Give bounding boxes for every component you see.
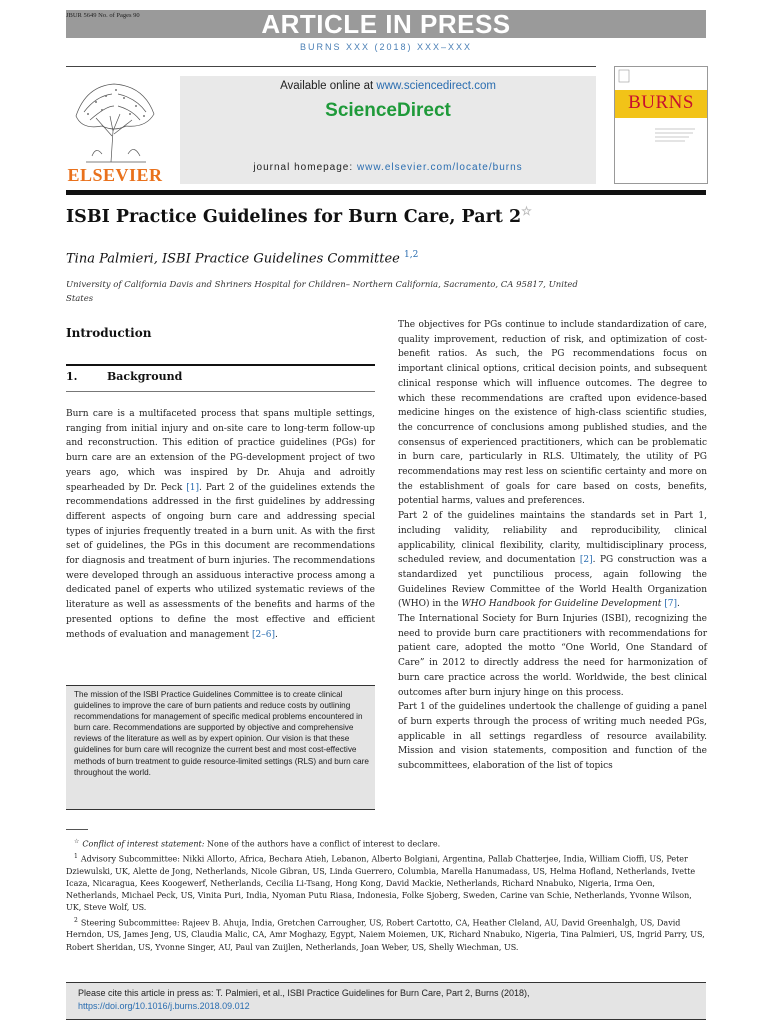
paragraph: The objectives for PGs continue to include standardization of care, quality improvement, reduction of risk, and optimization of cost-benefit ratios. As such, the PG recommendations focus on important clinical options, critical decision points, and subsequent clinical response which will influence outcomes. The degree to which these recommendations are crafted upon evidence-based medicine hinges on the existence of high-class scientific studies, the concurrence of conclusions among published studies, and the consensus of experienced practitioners, which can be problematic in burn care, particularly in RLS. Ultimately, the utility of PG recommendations may rest less on scientific certainty and more on the establishment of goals for care based on costs, benefits, potential harms, values and preferences.: [398, 320, 707, 507]
affiliation: University of California Davis and Shriners Hospital for Children– Northern California, Sacramento, CA 95817, United States: [66, 280, 578, 304]
footnote-coi: [66, 836, 706, 851]
footnote-text: Advisory Subcommittee: Nikki Allorto, Africa, Bechara Atieh, Lebanon, Alberto Bolgiani, Argentina, Pallab Chatterjee, India, William Cioffi, US, Peter Dziewulski, UK, Alette de Jong, Netherlands, Nicole Gibran, US, Linda Guerrero, Columbia, Marella Hanumadass, US, Helma Hofland, Netherlands, Ivette Icaza, Nicaragua, Kees Koogewerf, Netherlands, Cecilia Li-Tsang, Hong Kong, David Mackie, Netherlands, Richard Nnabuko, Nigeria, Irma Oen, Netherlands, Michael Peck, US, Vinita Puri, India, Nyoman Putu Riasa, Indonesia, Folke Sjoberg, Sweden, Carine van Schie, Netherlands, Yvonne Wilson, UK, Steve Wolf, US.: [66, 854, 696, 913]
footnote-advisory: [66, 851, 706, 915]
right-column: [398, 318, 707, 774]
paragraph-text: . PG construction was a standardized yet punctilious process, again following the Guidelines Review Committee of the World Health Organization (WHO) in the: [398, 555, 707, 610]
citation-link[interactable]: [2]: [579, 555, 593, 566]
doi-link[interactable]: https://doi.org/10.1016/j.burns.2018.09.012: [78, 1001, 250, 1011]
article-in-press-label: ARTICLE IN PRESS: [261, 9, 511, 39]
available-online: [180, 80, 596, 92]
manuscript-ref: JBUR 5649 No. of Pages 90: [66, 12, 140, 19]
citation-prefix: Please cite this article in press as: T. Palmieri, et al., ISBI Practice Guidelines for Burn Care, Part 2, Burns (2018),: [78, 988, 530, 998]
paragraph: [398, 509, 707, 612]
journal-cover: [614, 66, 708, 184]
paragraph-text: Burn care is a multifaceted process that spans multiple settings, ranging from initial injury and on-site care to long-term follow-up and reconstruction. This edition of practice guidelines (PGs) for burn care are an extension of the PG-development project of two years ago, which was inspired by Dr. Ahuja and adroitly spearheaded by Dr. Peck: [66, 409, 375, 493]
footnote-mark: 1: [74, 852, 78, 860]
journal-homepage: [180, 162, 596, 173]
paragraph: The International Society for Burn Injuries (ISBI), recognizing the need to provide burn care practitioners with recommendations for patient care, adopted the motto “One World, One Standard of Care” in 2012 to directly address the need for harmonization of burn care practice across the world. Worldwide, the best clinical outcomes after burn injury hinge on this process.: [398, 614, 707, 698]
footnote-rule: [66, 829, 88, 830]
handbook-title: WHO Handbook for Guideline Development: [461, 599, 662, 610]
elsevier-tree-icon: [66, 76, 164, 166]
footnote-mark: ☆: [74, 838, 80, 845]
elsevier-wordmark: ELSEVIER: [67, 165, 163, 185]
article-title-text: ISBI Practice Guidelines for Burn Care, Part 2: [66, 206, 522, 227]
header-divider: [66, 66, 596, 67]
footnote-text: None of the authors have a conflict of interest to declare.: [204, 839, 441, 849]
introduction-heading: Introduction: [66, 326, 152, 340]
author-line: [66, 250, 418, 266]
article-title: [66, 204, 532, 227]
footnote-label: Conflict of interest statement:: [82, 839, 205, 849]
author-affiliation-marks[interactable]: 1,2: [403, 250, 419, 260]
sciencedirect-logo: ScienceDirect: [325, 100, 451, 121]
footnote-mark: 2: [74, 916, 78, 924]
citation-link[interactable]: [2–6]: [252, 629, 275, 640]
section-rule: [66, 364, 375, 366]
background-heading: [66, 370, 182, 383]
paragraph: Part 1 of the guidelines undertook the challenge of guiding a panel of burn experts through the process of writing much needed PGs, applicable in all settings regardless of resource availability. Mission and vision statements, composition and function of the subcommittees, elaboration of the list of topics: [398, 702, 707, 772]
citation-link[interactable]: [7]: [664, 599, 678, 610]
paragraph-text: . Part 2 of the guidelines extends the recommendations addressed in the first guidelines by addressing different aspects of ongoing burn care and addressing special types of injuries frequently treated in a burn unit. As with the first set of guidelines, the PGs in this document are recommendations for diagnosis and treatment of burn injuries. The recommendations were developed through an assiduous interactive process among a dedicated panel of experts who utilized systematic reviews of the literature as well as assessments of the benefits and harms of the presented options to define the most effective and efficient methods of evaluation and management: [66, 482, 375, 640]
journal-reference: BURNS XXX (2018) XXX–XXX: [299, 42, 473, 52]
sciencedirect-link[interactable]: www.sciencedirect.com: [376, 80, 496, 92]
cover-title: BURNS: [628, 92, 694, 113]
homepage-label: journal homepage:: [253, 162, 357, 173]
section-rule: [66, 391, 375, 392]
section-number: 1.: [66, 370, 78, 383]
citation-text: [78, 987, 698, 1013]
footnote-steering: [66, 915, 706, 954]
available-label: Available online at: [280, 80, 377, 92]
title-divider: [66, 190, 706, 195]
paragraph-text: Part 2 of the guidelines maintains the standards set in Part 1, including validity, reliability and reproducibility, clinical applicability, clinical flexibility, clarity, multidisciplinary process, scheduled review, and documentation: [398, 511, 707, 566]
cover-art-icon: [615, 67, 707, 183]
left-column-paragraph: [66, 407, 375, 642]
author-names: Tina Palmieri, ISBI Practice Guidelines Committee: [66, 251, 404, 267]
mission-statement: The mission of the ISBI Practice Guidelines Committee is to create clinical guidelines to improve the care of burn patients and reduce costs by outlining recommendations for management of specific medical problems encountered in burn care. Recommendations are supported by objective and comprehensive reviews of the literature as well as by expert opinion. Our vision is that these guidelines for burn care will recognize the current best and most cost-effective methods of burn treatment to guide resource-limited settings (RLS) and burn care throughout the world.: [74, 690, 369, 777]
footnotes: [66, 836, 706, 954]
paragraph-text: .: [677, 599, 680, 610]
citation-link[interactable]: [1]: [186, 482, 199, 493]
title-footnote-mark[interactable]: ☆: [521, 204, 532, 218]
paragraph-text: .: [274, 629, 278, 640]
section-title: Background: [107, 370, 183, 383]
footnote-text: Steering Subcommittee: Rajeev B. Ahuja, India, Gretchen Carrougher, US, Robert Cartotto, CA, Heather Cleland, AU, David Greenhalgh, US, David Herndon, US, James Jeng, US, Claudia Malic, CA, Amr Moghazy, Egypt, Naiem Moiemen, UK, Richard Nnabuko, Nigeria, Tina Palmieri, US, Ingrid Parry, US, Robert Sheridan, US, Yvonne Singer, AU, Paul van Zuijlen, Netherlands, Joan Weber, US, Shelly Wiechman, US.: [66, 918, 705, 952]
homepage-link[interactable]: www.elsevier.com/locate/burns: [356, 162, 523, 173]
